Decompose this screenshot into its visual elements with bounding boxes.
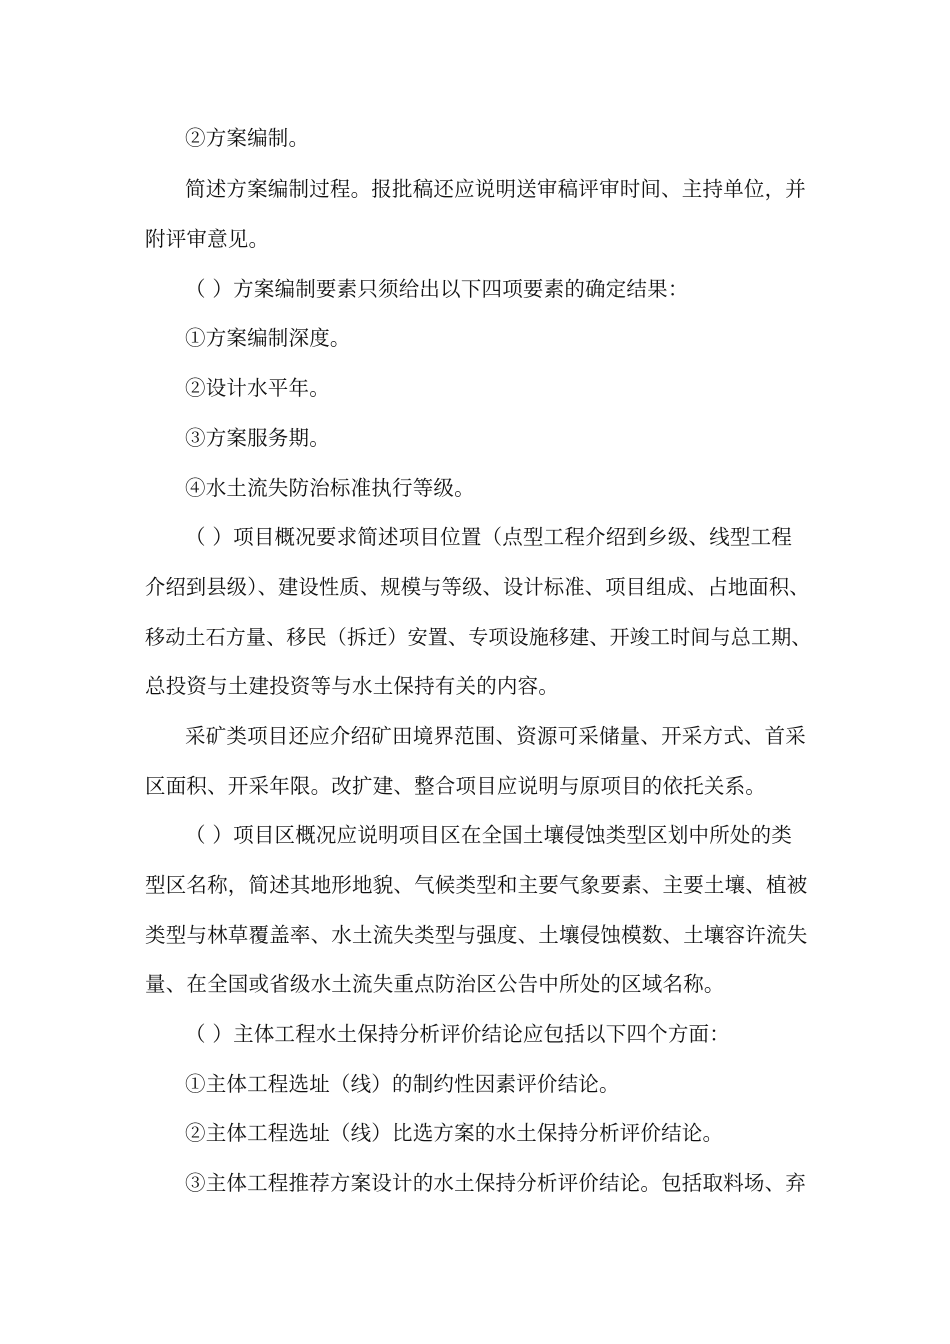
text-line: 型区名称，简述其地形地貌、气候类型和主要气象要素、主要土壤、植被 (145, 873, 808, 897)
text-line: 简述方案编制过程。报批稿还应说明送审稿评审时间、主持单位，并 (185, 177, 806, 201)
text-line: 类型与林草覆盖率、水土流失类型与强度、土壤侵蚀模数、土壤容许流失 (145, 923, 808, 947)
text-line: （ ）主体工程水土保持分析评价结论应包括以下四个方面： (185, 1022, 730, 1046)
text-line: （ ）方案编制要素只须给出以下四项要素的确定结果： (185, 277, 689, 301)
text-line: 区面积、开采年限。改扩建、整合项目应说明与原项目的依托关系。 (145, 774, 766, 798)
text-line: （ ）项目概况要求简述项目位置（点型工程介绍到乡级、线型工程 (185, 525, 793, 549)
text-line: ①方案编制深度。 (185, 326, 351, 350)
text-line: ②设计水平年。 (185, 376, 330, 400)
text-line: ③主体工程推荐方案设计的水土保持分析评价结论。包括取料场、弃 (185, 1171, 806, 1195)
text-line: ③方案服务期。 (185, 426, 330, 450)
text-line: 总投资与土建投资等与水土保持有关的内容。 (145, 674, 559, 698)
text-line: 移动土石方量、移民（拆迁）安置、专项设施移建、开竣工时间与总工期、 (145, 625, 812, 649)
text-line: ①主体工程选址（线）的制约性因素评价结论。 (185, 1072, 620, 1096)
text-line: ②主体工程选址（线）比选方案的水土保持分析评价结论。 (185, 1121, 724, 1145)
text-line: 介绍到县级）、建设性质、规模与等级、设计标准、项目组成、占地面积、 (145, 575, 810, 599)
text-line: ④水土流失防治标准执行等级。 (185, 476, 475, 500)
text-line: 采矿类项目还应介绍矿田境界范围、资源可采储量、开采方式、首采 (185, 724, 806, 748)
text-line: （ ）项目区概况应说明项目区在全国土壤侵蚀类型区划中所处的类 (185, 823, 793, 847)
text-line: 量、在全国或省级水土流失重点防治区公告中所处的区域名称。 (145, 972, 725, 996)
text-line: ②方案编制。 (185, 126, 310, 150)
text-line: 附评审意见。 (145, 227, 270, 251)
